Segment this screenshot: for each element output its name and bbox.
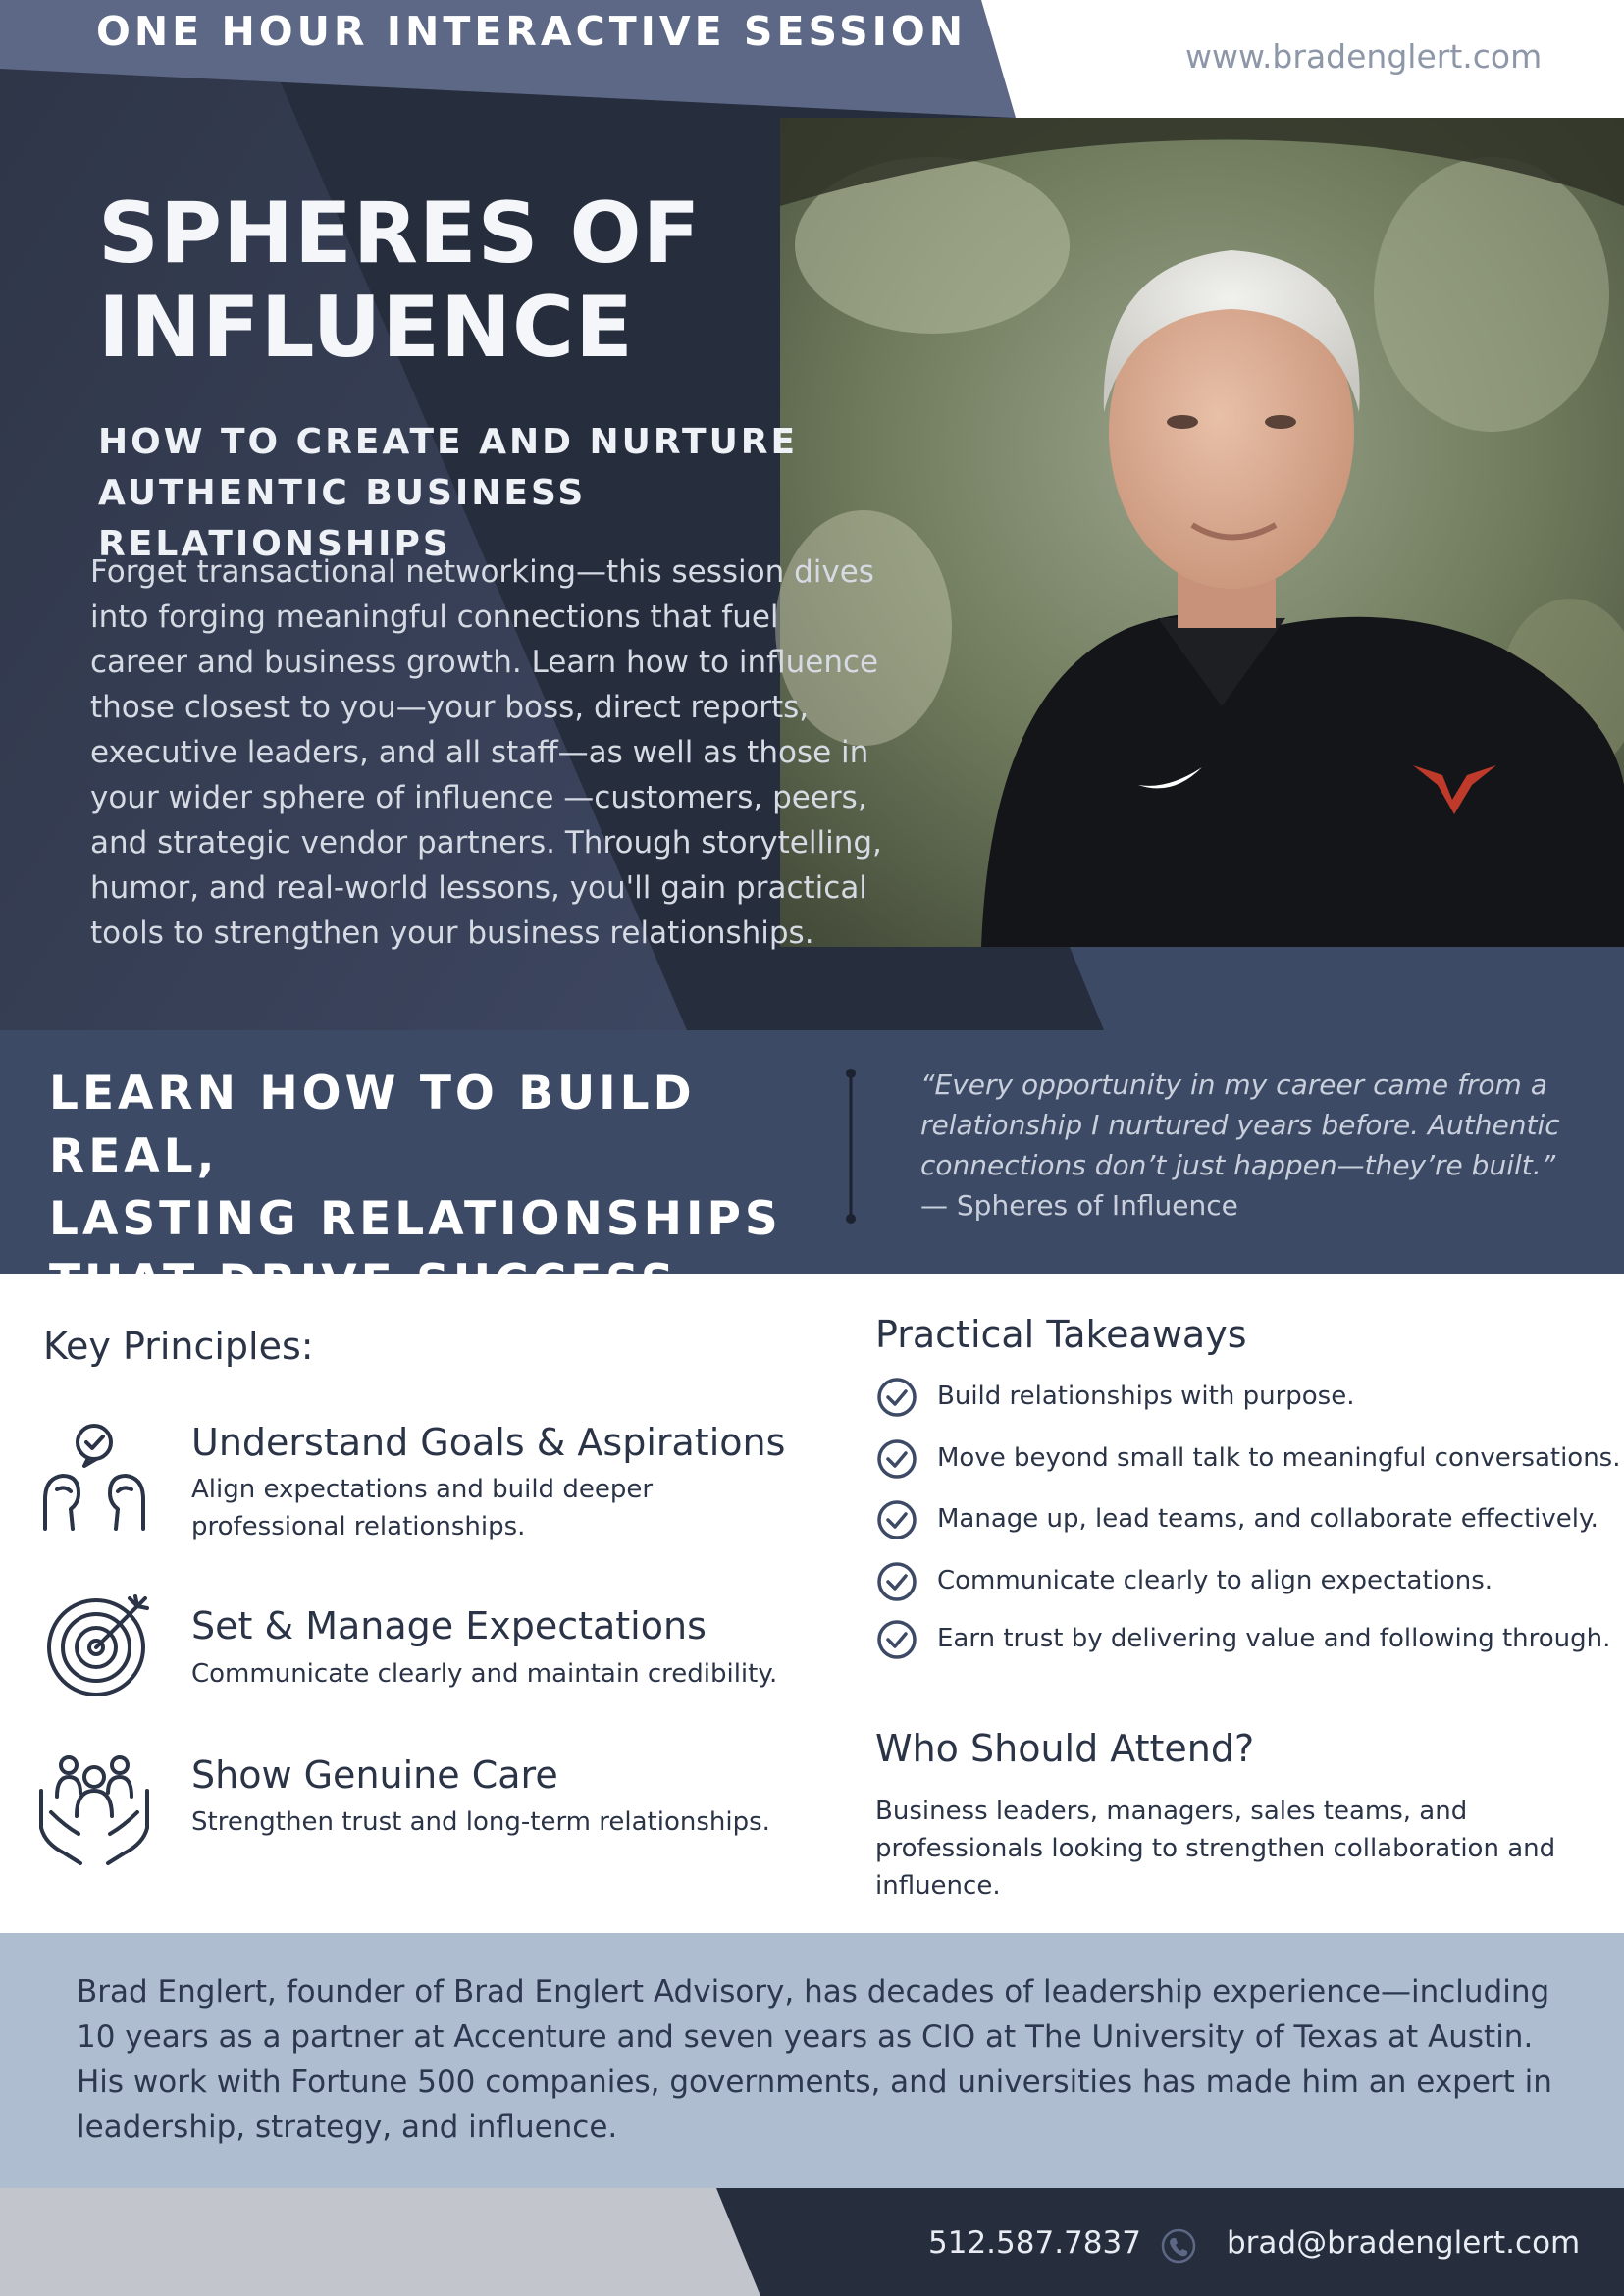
principle-title: Show Genuine Care xyxy=(191,1753,558,1797)
caring-hands-icon xyxy=(35,1751,153,1869)
target-icon xyxy=(39,1585,157,1702)
subtitle-line: HOW TO CREATE AND NURTURE xyxy=(98,422,799,462)
phone-number[interactable]: 512.587.7837 xyxy=(928,2225,1141,2261)
page-title xyxy=(98,186,785,375)
takeaway-item: Earn trust by delivering value and following through. xyxy=(937,1624,1611,1653)
takeaway-item: Build relationships with purpose. xyxy=(937,1382,1355,1411)
takeaway-item: Move beyond small talk to meaningful conversations. xyxy=(937,1443,1621,1473)
principle-desc: Communicate clearly and maintain credibility. xyxy=(191,1659,778,1689)
website-link[interactable]: www.bradenglert.com xyxy=(1185,37,1543,76)
principle-title: Set & Manage Expectations xyxy=(191,1604,707,1647)
principle-title: Understand Goals & Aspirations xyxy=(191,1421,786,1464)
people-conversation-icon xyxy=(35,1421,153,1539)
quote-text: “Every opportunity in my career came from a relationship I nurtured years before. Authentic connections don’t just happen—they’re built.” xyxy=(920,1069,1560,1181)
email-link[interactable]: brad@bradenglert.com xyxy=(1227,2225,1581,2261)
band-headline xyxy=(49,1063,854,1314)
check-circle-icon xyxy=(875,1437,918,1481)
hero-section xyxy=(0,0,1624,1030)
band-divider xyxy=(846,1068,856,1225)
check-circle-icon xyxy=(875,1618,918,1661)
check-circle-icon xyxy=(875,1498,918,1541)
attend-desc: Business leaders, managers, sales teams, and professionals looking to strengthen collaboration and influence. xyxy=(875,1797,1556,1901)
check-circle-icon xyxy=(875,1560,918,1603)
title-line: SPHERES OF xyxy=(98,184,702,283)
subtitle-line: AUTHENTIC BUSINESS RELATIONSHIPS xyxy=(98,473,587,564)
headline-line: LASTING RELATIONSHIPS xyxy=(49,1192,782,1246)
phone-icon xyxy=(1160,2227,1197,2265)
takeaway-item: Communicate clearly to align expectations. xyxy=(937,1566,1493,1595)
headline-line: LEARN HOW TO BUILD REAL, xyxy=(49,1067,696,1183)
takeaways-heading: Practical Takeaways xyxy=(875,1313,1247,1356)
page-subtitle xyxy=(98,417,903,570)
principle-desc: Strengthen trust and long-term relationships. xyxy=(191,1807,770,1837)
takeaway-item: Manage up, lead teams, and collaborate effectively. xyxy=(937,1504,1598,1534)
principles-heading: Key Principles: xyxy=(43,1325,314,1368)
attend-heading: Who Should Attend? xyxy=(875,1727,1255,1770)
check-circle-icon xyxy=(875,1376,918,1419)
intro-paragraph: Forget transactional networking—this session dives into forging meaningful connections that fuel career and business growth. Learn how to influence those closest to you—your boss, direct reports, executive leaders, and all staff—as well as those in your wider sphere of influence —customers, peers, and strategic vendor partners. Through storytelling, humor, and real-world lessons, you'll gain practical tools to strengthen your business relationships. xyxy=(90,554,882,951)
session-label: ONE HOUR INTERACTIVE SESSION xyxy=(96,8,968,55)
title-line: INFLUENCE xyxy=(98,279,634,377)
bio-text: Brad Englert, founder of Brad Englert Advisory, has decades of leadership experience—including 10 years as a partner at Accenture and seven years as CIO at The University of Texas at Austin. His work with Fortune 500 companies, governments, and universities has made him an expert in leadership, strategy, and influence. xyxy=(77,1974,1552,2145)
principle-desc: Align expectations and build deeper professional relationships. xyxy=(191,1475,654,1541)
headline-line: THAT DRIVE SUCCESS xyxy=(49,1255,678,1309)
quote-source: — Spheres of Influence xyxy=(920,1189,1238,1222)
